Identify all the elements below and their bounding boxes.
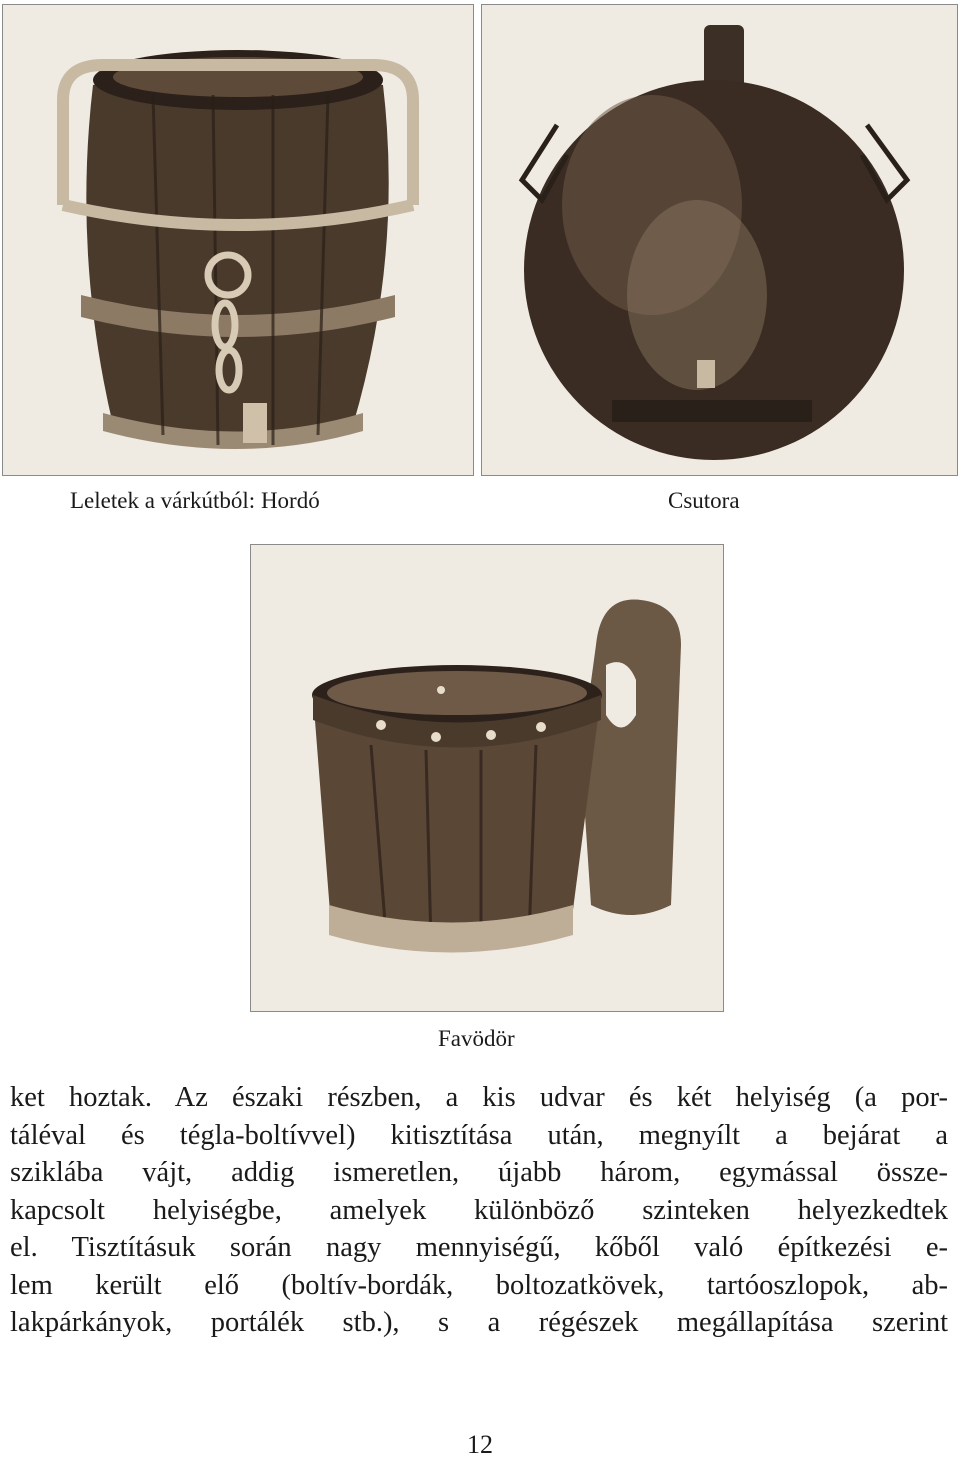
flask-photo [481,4,958,476]
mug-photo [250,544,724,1012]
caption-mug: Favödör [438,1026,515,1051]
body-line: lem került elő (boltív-bordák, boltozatkövek, tartóoszlopok, ab- [10,1269,948,1301]
barrel-photo [2,4,474,476]
body-line: sziklába vájt, addig ismeretlen, újabb három, egymással össze- [10,1157,948,1188]
page-number: 12 [467,1430,493,1459]
body-paragraph [10,1079,948,1342]
body-line: lakpárkányok, portálék stb.), s a régészek megállapítása szerint [10,1307,948,1338]
body-line: el. Tisztításuk során nagy mennyiségű, kőből való építkezési e- [10,1232,948,1263]
caption-barrel: Leletek a várkútból: Hordó [70,488,320,513]
body-line: kapcsolt helyiségbe, amelyek különböző szinteken helyezkedtek [10,1194,948,1226]
body-line: táléval és tégla-boltívvel) kitisztítása után, megnyílt a bejárat a [10,1119,948,1151]
body-line: ket hoztak. Az északi részben, a kis udvar és két helyiség (a por- [10,1082,948,1113]
caption-flask: Csutora [668,488,740,513]
